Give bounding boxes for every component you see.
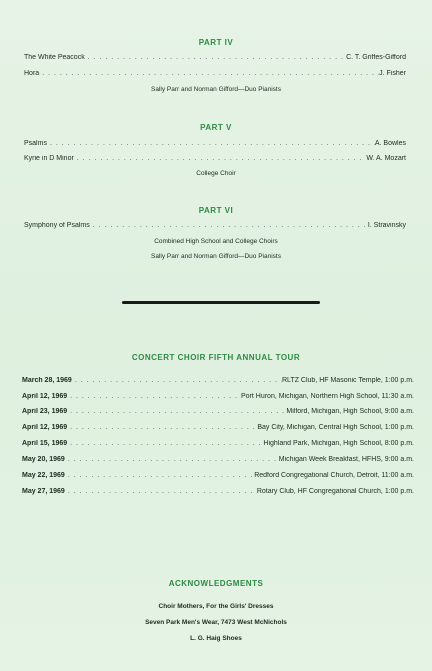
tour-entry bbox=[22, 488, 414, 495]
tour-date: March 28, 1969 bbox=[22, 377, 72, 384]
tour-event: Bay City, Michigan, Central High School, 1:00 p.m. bbox=[257, 424, 414, 431]
tour-event: Highland Park, Michigan, High School, 8:00 p.m. bbox=[263, 440, 414, 447]
leader-dots bbox=[85, 54, 346, 61]
tour-event: Port Huron, Michigan, Northern High School, 11:30 a.m. bbox=[240, 393, 414, 400]
leader-dots bbox=[74, 155, 367, 162]
tour-entry bbox=[22, 472, 414, 479]
tour-date: May 20, 1969 bbox=[22, 456, 65, 463]
acknowledgment-line: Choir Mothers, For the Girls' Dresses bbox=[158, 603, 274, 610]
work-title: Psalms bbox=[24, 140, 47, 147]
work-composer: C. T. Griffes-Gifford bbox=[346, 54, 406, 61]
program-item bbox=[24, 222, 406, 229]
leader-dots bbox=[67, 440, 263, 447]
work-title: Hora bbox=[24, 70, 40, 77]
tour-date: May 22, 1969 bbox=[22, 472, 65, 479]
tour-entry bbox=[22, 424, 414, 431]
tour-date: April 15, 1969 bbox=[22, 440, 68, 447]
part-6-heading: PART VI bbox=[198, 206, 234, 215]
work-title: Symphony of Psalms bbox=[24, 222, 90, 229]
leader-dots bbox=[67, 424, 257, 431]
tour-event: Michigan Week Breakfast, HFHS, 9:00 a.m. bbox=[278, 456, 414, 463]
tour-event: RLTZ Club, HF Masonic Temple, 1:00 p.m. bbox=[281, 377, 414, 384]
work-composer: J. Fisher bbox=[379, 70, 406, 77]
program-item bbox=[24, 70, 406, 77]
leader-dots bbox=[47, 140, 375, 147]
tour-entry bbox=[22, 456, 414, 463]
tour-entry bbox=[22, 377, 414, 384]
tour-date: April 12, 1969 bbox=[22, 393, 68, 400]
tour-event: Redford Congregational Church, Detroit, 11:00 a.m. bbox=[254, 472, 414, 479]
acknowledgment-line: L. G. Haig Shoes bbox=[190, 635, 242, 642]
tour-heading: CONCERT CHOIR FIFTH ANNUAL TOUR bbox=[131, 353, 301, 362]
program-item bbox=[24, 54, 406, 61]
leader-dots bbox=[65, 472, 254, 479]
work-composer: W. A. Mozart bbox=[366, 155, 406, 162]
performers: Sally Parr and Norman Gifford—Duo Pianists bbox=[151, 86, 281, 93]
leader-dots bbox=[72, 377, 282, 384]
acknowledgments-heading: ACKNOWLEDGMENTS bbox=[168, 579, 264, 588]
leader-dots bbox=[90, 222, 368, 229]
program-item bbox=[24, 140, 406, 147]
work-composer: I. Stravinsky bbox=[367, 222, 406, 229]
part-4-heading: PART IV bbox=[198, 38, 234, 47]
leader-dots bbox=[67, 408, 286, 415]
tour-date: April 12, 1969 bbox=[22, 424, 68, 431]
work-title: The White Peacock bbox=[24, 54, 85, 61]
leader-dots bbox=[67, 393, 241, 400]
performers: Sally Parr and Norman Gifford—Duo Pianists bbox=[151, 253, 281, 260]
tour-event: Milford, Michigan, High School, 9:00 a.m. bbox=[286, 408, 414, 415]
leader-dots bbox=[65, 456, 279, 463]
divider-rule bbox=[122, 301, 320, 304]
tour-event: Rotary Club, HF Congregational Church, 1:00 p.m. bbox=[256, 488, 414, 495]
program-item bbox=[24, 155, 406, 162]
tour-date: May 27, 1969 bbox=[22, 488, 65, 495]
performers: Combined High School and College Choirs bbox=[154, 238, 278, 245]
performers: College Choir bbox=[196, 170, 236, 177]
tour-entry bbox=[22, 393, 414, 400]
tour-entry bbox=[22, 408, 414, 415]
tour-entry bbox=[22, 440, 414, 447]
leader-dots bbox=[39, 70, 379, 77]
work-composer: A. Bowles bbox=[374, 140, 406, 147]
work-title: Kyrie in D Minor bbox=[24, 155, 74, 162]
tour-date: April 23, 1969 bbox=[22, 408, 68, 415]
leader-dots bbox=[65, 488, 257, 495]
acknowledgment-line: Seven Park Men's Wear, 7473 West McNichols bbox=[145, 619, 287, 626]
part-5-heading: PART V bbox=[200, 123, 232, 132]
